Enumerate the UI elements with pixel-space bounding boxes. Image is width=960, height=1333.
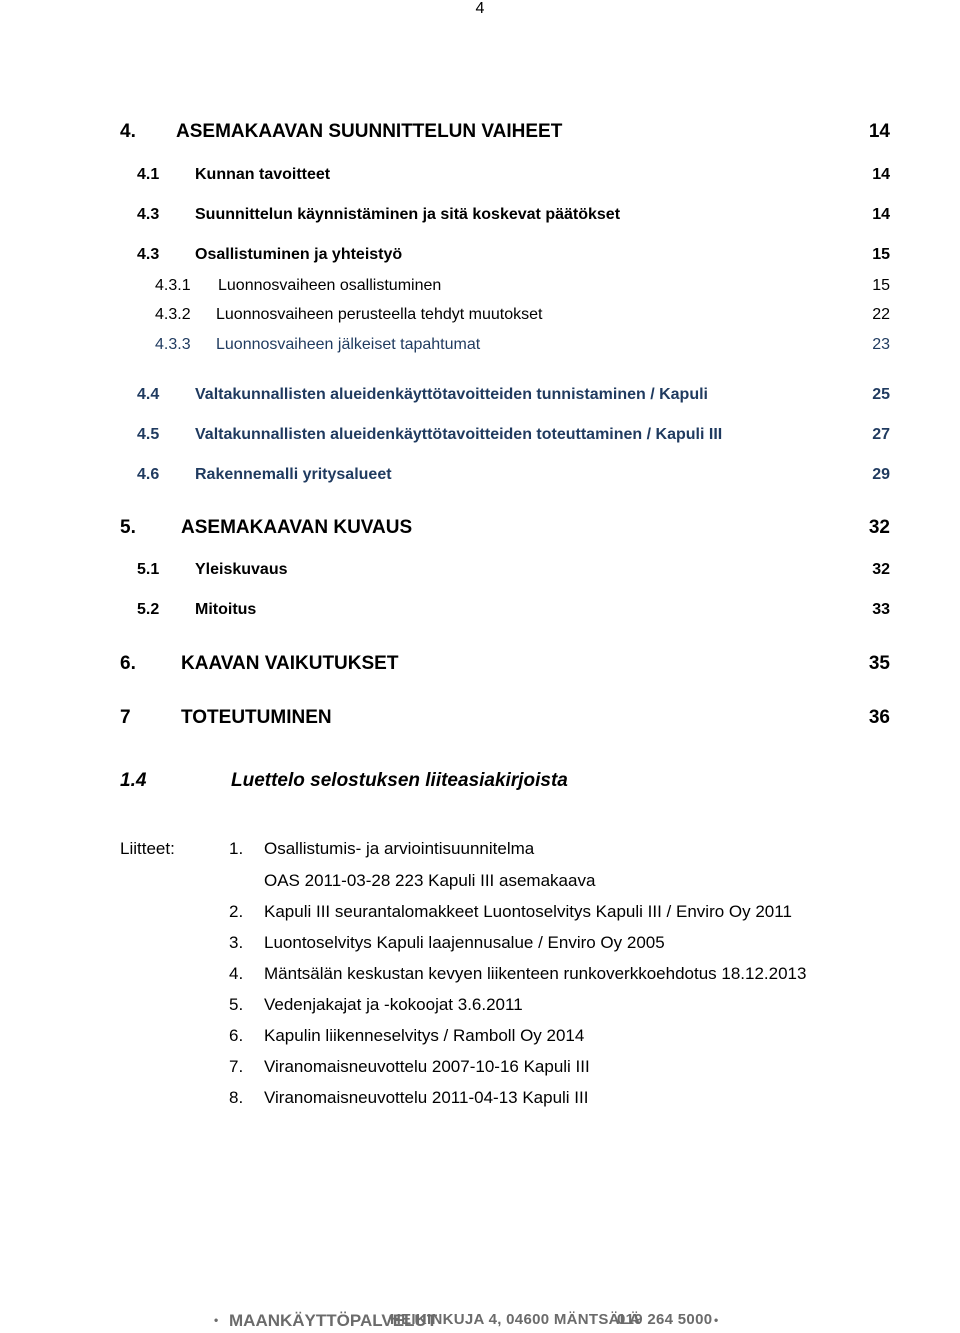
toc-entry-title: ASEMAKAAVAN KUVAUS [181, 517, 413, 538]
toc-entry-page: 36 [868, 707, 890, 728]
toc-entry-title: Rakennemalli yritysalueet [195, 466, 392, 483]
footer-company: MAANKÄYTTÖPALVELUT [229, 1311, 438, 1330]
toc-entry-title: Mitoitus [195, 601, 257, 618]
toc-entry[interactable] [0, 246, 960, 270]
toc-entry-page: 35 [868, 653, 890, 674]
footer-address: HEIKINKUJA 4, 04600 MÄNTSÄLÄ [390, 1311, 641, 1328]
toc-entry-page: 14 [872, 206, 890, 223]
attachment-text: Viranomaisneuvottelu 2007-10-16 Kapuli III [264, 1057, 590, 1076]
attachment-number: 7. [229, 1057, 244, 1076]
toc-entry-number: 4.3.2 [155, 306, 191, 323]
toc-entry[interactable] [0, 601, 960, 625]
toc-entry-title: Valtakunnallisten alueidenkäyttötavoitteiden tunnistaminen / Kapuli [195, 386, 708, 403]
toc-entry[interactable] [0, 466, 960, 490]
toc-entry[interactable] [0, 121, 960, 145]
toc-entry-number: 5.2 [137, 601, 160, 618]
page-footer [0, 1311, 960, 1333]
toc-entry-title: Kunnan tavoitteet [195, 166, 331, 183]
attachment-number: 6. [229, 1026, 244, 1045]
toc-entry[interactable] [0, 206, 960, 230]
footer-phone: 019 264 5000 [617, 1311, 713, 1328]
toc-entry-page: 22 [872, 306, 890, 323]
attachment-number: 4. [229, 964, 244, 983]
toc-entry-title: Suunnittelun käynnistäminen ja sitä koskevat päätökset [195, 206, 621, 223]
toc-entry-title: Valtakunnallisten alueidenkäyttötavoitteiden toteuttaminen / Kapuli III [195, 426, 723, 443]
toc-entry[interactable] [0, 517, 960, 541]
toc-entry-title: Luonnosvaiheen perusteella tehdyt muutokset [216, 306, 543, 323]
toc-entry[interactable] [0, 707, 960, 731]
toc-entry-page: 32 [868, 517, 890, 538]
toc-entry[interactable] [0, 653, 960, 677]
toc-entry-page: 15 [872, 246, 890, 263]
toc-entry-page: 23 [872, 336, 890, 353]
toc-entry-page: 14 [868, 121, 890, 142]
attachment-text: Osallistumis- ja arviointisuunnitelma [264, 839, 535, 858]
toc-entry-number: 4.3.1 [155, 277, 191, 294]
toc-entry-title: Luonnosvaiheen osallistuminen [218, 277, 442, 294]
toc-entry-number: 4.5 [137, 426, 160, 443]
footer-bullet: • [714, 1313, 719, 1327]
toc-entry-title: Luonnosvaiheen jälkeiset tapahtumat [216, 336, 481, 353]
toc-entry[interactable] [0, 306, 960, 330]
toc-entry-page: 33 [872, 601, 890, 618]
toc-entry-number: 6. [120, 653, 136, 674]
toc-entry-page: 29 [872, 466, 890, 483]
attachment-text: Kapulin liikenneselvitys / Ramboll Oy 2014 [264, 1026, 585, 1045]
toc-entry-number: 4.3 [137, 246, 160, 263]
toc-entry[interactable] [0, 561, 960, 585]
section-number: 1.4 [120, 770, 147, 791]
toc-entry-title: TOTEUTUMINEN [181, 707, 332, 728]
section-title: Luettelo selostuksen liiteasiakirjoista [231, 770, 568, 791]
attachment-text: Kapuli III seurantalomakkeet Luontoselvitys Kapuli III / Enviro Oy 2011 [264, 902, 792, 921]
toc-entry-page: 25 [872, 386, 890, 403]
attachment-text: Vedenjakajat ja -kokoojat 3.6.2011 [264, 995, 523, 1014]
toc-entry-page: 15 [872, 277, 890, 294]
toc-entry[interactable] [0, 166, 960, 190]
toc-entry-number: 4.6 [137, 466, 160, 483]
toc-entry-number: 4.3 [137, 206, 160, 223]
attachment-number: 8. [229, 1088, 244, 1107]
toc-entry-number: 5.1 [137, 561, 160, 578]
footer-bullet: • [214, 1313, 219, 1327]
attachment-text: Luontoselvitys Kapuli laajennusalue / Enviro Oy 2005 [264, 933, 665, 952]
toc-entry-page: 14 [872, 166, 890, 183]
toc-entry-number: 4.3.3 [155, 336, 191, 353]
attachment-text: Mäntsälän keskustan kevyen liikenteen runkoverkkoehdotus 18.12.2013 [264, 964, 807, 983]
attachment-text: Viranomaisneuvottelu 2011-04-13 Kapuli III [264, 1088, 589, 1107]
toc-entry-page: 27 [872, 426, 890, 443]
toc-entry-number: 5. [120, 517, 136, 538]
page-number: 4 [475, 0, 485, 17]
toc-entry-title: Osallistuminen ja yhteistyö [195, 246, 403, 263]
attachment-number: 5. [229, 995, 244, 1014]
toc-entry-number: 4.1 [137, 166, 160, 183]
toc-entry-number: 4.4 [137, 386, 160, 403]
toc-entry-title: Yleiskuvaus [195, 561, 288, 578]
toc-entry-number: 7 [120, 707, 131, 728]
toc-entry-title: KAAVAN VAIKUTUKSET [181, 653, 399, 674]
toc-entry-number: 4. [120, 121, 136, 142]
attachments-label: Liitteet: [120, 839, 175, 858]
toc-entry[interactable] [0, 336, 960, 360]
attachment-text: OAS 2011-03-28 223 Kapuli III asemakaava [264, 871, 596, 890]
toc-entry[interactable] [0, 426, 960, 450]
attachment-number: 2. [229, 902, 244, 921]
toc-entry[interactable] [0, 386, 960, 410]
toc-entry[interactable] [0, 277, 960, 301]
toc-entry-title: ASEMAKAAVAN SUUNNITTELUN VAIHEET [176, 121, 563, 142]
attachment-number: 1. [229, 839, 244, 858]
toc-entry-page: 32 [872, 561, 890, 578]
attachment-number: 3. [229, 933, 244, 952]
